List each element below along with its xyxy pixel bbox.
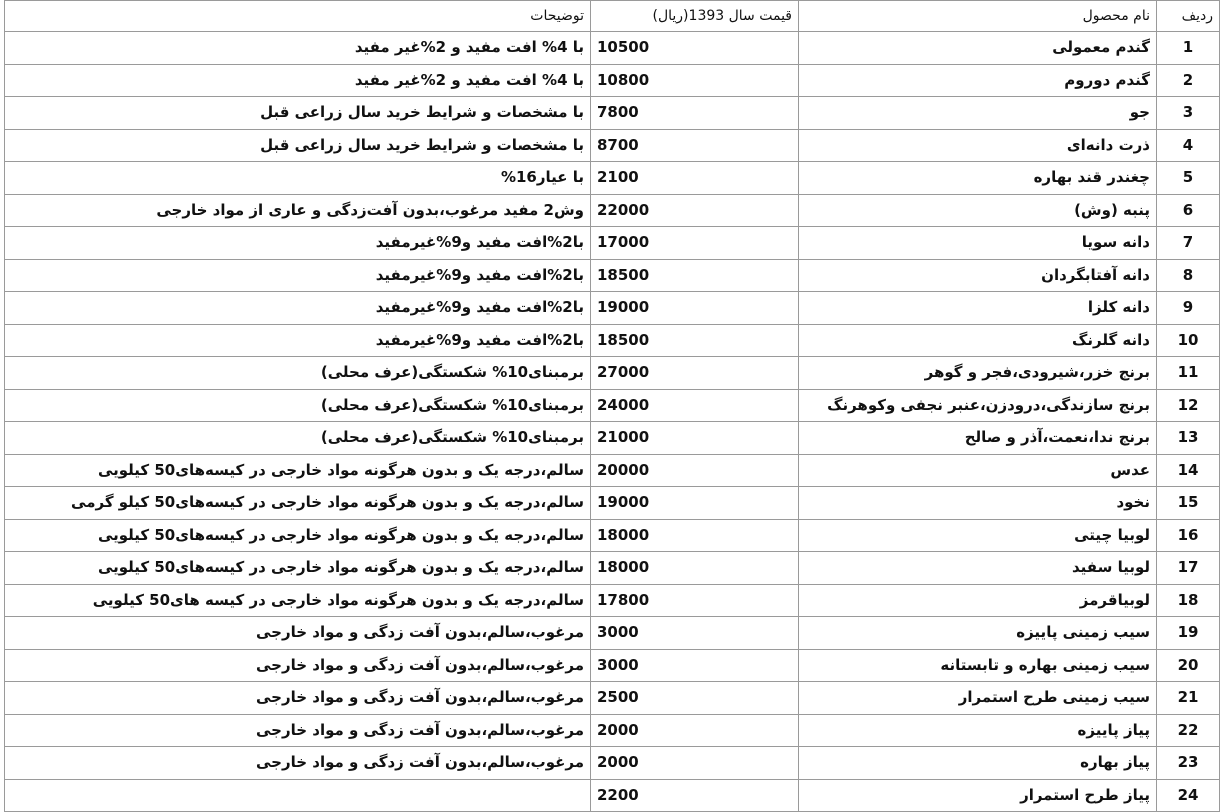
cell-notes: با2%افت مفید و9%غیرمفید: [5, 292, 591, 325]
cell-product-name: دانه کلزا: [799, 292, 1157, 325]
cell-product-name: ذرت دانه‌ای: [799, 129, 1157, 162]
cell-product-name: دانه آفتابگردان: [799, 259, 1157, 292]
cell-notes: با2%افت مفید و9%غیرمفید: [5, 324, 591, 357]
cell-price: 10800: [591, 64, 799, 97]
table-row: [5, 487, 1220, 520]
cell-product-name: برنج ندا،نعمت،آذر و صالح: [799, 422, 1157, 455]
table-row: [5, 714, 1220, 747]
cell-notes: با2%افت مفید و9%غیرمفید: [5, 259, 591, 292]
table-row: [5, 584, 1220, 617]
cell-row-number: 22: [1157, 714, 1220, 747]
cell-price: 22000: [591, 194, 799, 227]
cell-row-number: 17: [1157, 552, 1220, 585]
table-row: [5, 454, 1220, 487]
cell-product-name: گندم دوروم: [799, 64, 1157, 97]
table-row: [5, 97, 1220, 130]
cell-notes: مرغوب،سالم،بدون آفت زدگی و مواد خارجی: [5, 682, 591, 715]
cell-row-number: 11: [1157, 357, 1220, 390]
cell-product-name: سیب زمینی بهاره و تابستانه: [799, 649, 1157, 682]
cell-price: 17800: [591, 584, 799, 617]
header-row-number: ردیف: [1157, 1, 1220, 32]
table-row: [5, 194, 1220, 227]
cell-price: 21000: [591, 422, 799, 455]
cell-price: 24000: [591, 389, 799, 422]
cell-row-number: 7: [1157, 227, 1220, 260]
cell-row-number: 5: [1157, 162, 1220, 195]
cell-product-name: پیاز طرح استمرار: [799, 779, 1157, 812]
cell-row-number: 19: [1157, 617, 1220, 650]
cell-notes: با مشخصات و شرایط خرید سال زراعی قبل: [5, 97, 591, 130]
cell-price: 18500: [591, 324, 799, 357]
cell-product-name: دانه گلرنگ: [799, 324, 1157, 357]
cell-notes: سالم،درجه یک و بدون هرگونه مواد خارجی در کیسه‌های50 کیلویی: [5, 552, 591, 585]
table-row: [5, 292, 1220, 325]
cell-row-number: 13: [1157, 422, 1220, 455]
cell-notes: با 4% افت مفید و 2%غیر مفید: [5, 32, 591, 65]
cell-row-number: 21: [1157, 682, 1220, 715]
table-row: [5, 162, 1220, 195]
table-row: [5, 682, 1220, 715]
cell-price: 2000: [591, 714, 799, 747]
table-row: [5, 129, 1220, 162]
cell-row-number: 20: [1157, 649, 1220, 682]
cell-product-name: سیب زمینی پاییزه: [799, 617, 1157, 650]
table-row: [5, 422, 1220, 455]
cell-product-name: سیب زمینی طرح استمرار: [799, 682, 1157, 715]
cell-price: 27000: [591, 357, 799, 390]
cell-notes: با 4% افت مفید و 2%غیر مفید: [5, 64, 591, 97]
cell-product-name: پیاز پاییزه: [799, 714, 1157, 747]
table-row: [5, 779, 1220, 812]
table-row: [5, 552, 1220, 585]
cell-notes: سالم،درجه یک و بدون هرگونه مواد خارجی در کیسه‌های50 کیلو گرمی: [5, 487, 591, 520]
cell-product-name: گندم معمولی: [799, 32, 1157, 65]
cell-price: 2200: [591, 779, 799, 812]
cell-price: 2500: [591, 682, 799, 715]
cell-row-number: 23: [1157, 747, 1220, 780]
cell-notes: برمبنای10% شکستگی(عرف محلی): [5, 389, 591, 422]
cell-price: 17000: [591, 227, 799, 260]
cell-product-name: پنبه (وش): [799, 194, 1157, 227]
cell-row-number: 2: [1157, 64, 1220, 97]
cell-product-name: پیاز بهاره: [799, 747, 1157, 780]
cell-product-name: برنج خزر،شیرودی،فجر و گوهر: [799, 357, 1157, 390]
cell-notes: با مشخصات و شرایط خرید سال زراعی قبل: [5, 129, 591, 162]
table-row: [5, 227, 1220, 260]
cell-notes: سالم،درجه یک و بدون هرگونه مواد خارجی در کیسه‌های50 کیلویی: [5, 454, 591, 487]
table-row: [5, 64, 1220, 97]
cell-price: 2100: [591, 162, 799, 195]
cell-product-name: عدس: [799, 454, 1157, 487]
guaranteed-price-table: [4, 0, 1220, 812]
cell-product-name: نخود: [799, 487, 1157, 520]
cell-price: 7800: [591, 97, 799, 130]
table-row: [5, 389, 1220, 422]
header-price: قیمت سال 1393(ریال): [591, 1, 799, 32]
cell-notes: مرغوب،سالم،بدون آفت زدگی و مواد خارجی: [5, 747, 591, 780]
cell-row-number: 14: [1157, 454, 1220, 487]
cell-price: 3000: [591, 617, 799, 650]
cell-row-number: 3: [1157, 97, 1220, 130]
cell-price: 19000: [591, 487, 799, 520]
cell-row-number: 6: [1157, 194, 1220, 227]
table-row: [5, 617, 1220, 650]
cell-row-number: 10: [1157, 324, 1220, 357]
cell-notes: برمبنای10% شکستگی(عرف محلی): [5, 357, 591, 390]
cell-notes: مرغوب،سالم،بدون آفت زدگی و مواد خارجی: [5, 714, 591, 747]
cell-row-number: 1: [1157, 32, 1220, 65]
table-row: [5, 519, 1220, 552]
table-row: [5, 357, 1220, 390]
cell-row-number: 9: [1157, 292, 1220, 325]
cell-notes: [5, 779, 591, 812]
cell-product-name: چغندر قند بهاره: [799, 162, 1157, 195]
cell-notes: برمبنای10% شکستگی(عرف محلی): [5, 422, 591, 455]
cell-row-number: 12: [1157, 389, 1220, 422]
table-row: [5, 747, 1220, 780]
cell-price: 10500: [591, 32, 799, 65]
header-notes: توضیحات: [5, 1, 591, 32]
cell-price: 19000: [591, 292, 799, 325]
cell-product-name: جو: [799, 97, 1157, 130]
cell-product-name: برنج سازندگی،درودزن،عنبر نجفی وکوهرنگ: [799, 389, 1157, 422]
cell-row-number: 24: [1157, 779, 1220, 812]
cell-price: 18500: [591, 259, 799, 292]
cell-price: 3000: [591, 649, 799, 682]
cell-notes: مرغوب،سالم،بدون آفت زدگی و مواد خارجی: [5, 649, 591, 682]
cell-price: 8700: [591, 129, 799, 162]
table-row: [5, 649, 1220, 682]
cell-price: 2000: [591, 747, 799, 780]
cell-notes: مرغوب،سالم،بدون آفت زدگی و مواد خارجی: [5, 617, 591, 650]
table-row: [5, 324, 1220, 357]
cell-row-number: 16: [1157, 519, 1220, 552]
cell-row-number: 8: [1157, 259, 1220, 292]
cell-notes: وش2 مفید مرغوب،بدون آفت‌زدگی و عاری از مواد خارجی: [5, 194, 591, 227]
cell-notes: با2%افت مفید و9%غیرمفید: [5, 227, 591, 260]
cell-notes: سالم،درجه یک و بدون هرگونه مواد خارجی در کیسه های50 کیلویی: [5, 584, 591, 617]
cell-row-number: 18: [1157, 584, 1220, 617]
table-row: [5, 259, 1220, 292]
cell-product-name: لوبیاقرمز: [799, 584, 1157, 617]
cell-price: 18000: [591, 519, 799, 552]
cell-row-number: 4: [1157, 129, 1220, 162]
table-body: [5, 32, 1220, 812]
header-row: [5, 1, 1220, 32]
cell-notes: با عیار16%: [5, 162, 591, 195]
cell-row-number: 15: [1157, 487, 1220, 520]
cell-price: 18000: [591, 552, 799, 585]
cell-product-name: لوبیا سفید: [799, 552, 1157, 585]
header-product-name: نام محصول: [799, 1, 1157, 32]
cell-product-name: دانه سویا: [799, 227, 1157, 260]
cell-notes: سالم،درجه یک و بدون هرگونه مواد خارجی در کیسه‌های50 کیلویی: [5, 519, 591, 552]
cell-price: 20000: [591, 454, 799, 487]
cell-product-name: لوبیا چیتی: [799, 519, 1157, 552]
table-row: [5, 32, 1220, 65]
